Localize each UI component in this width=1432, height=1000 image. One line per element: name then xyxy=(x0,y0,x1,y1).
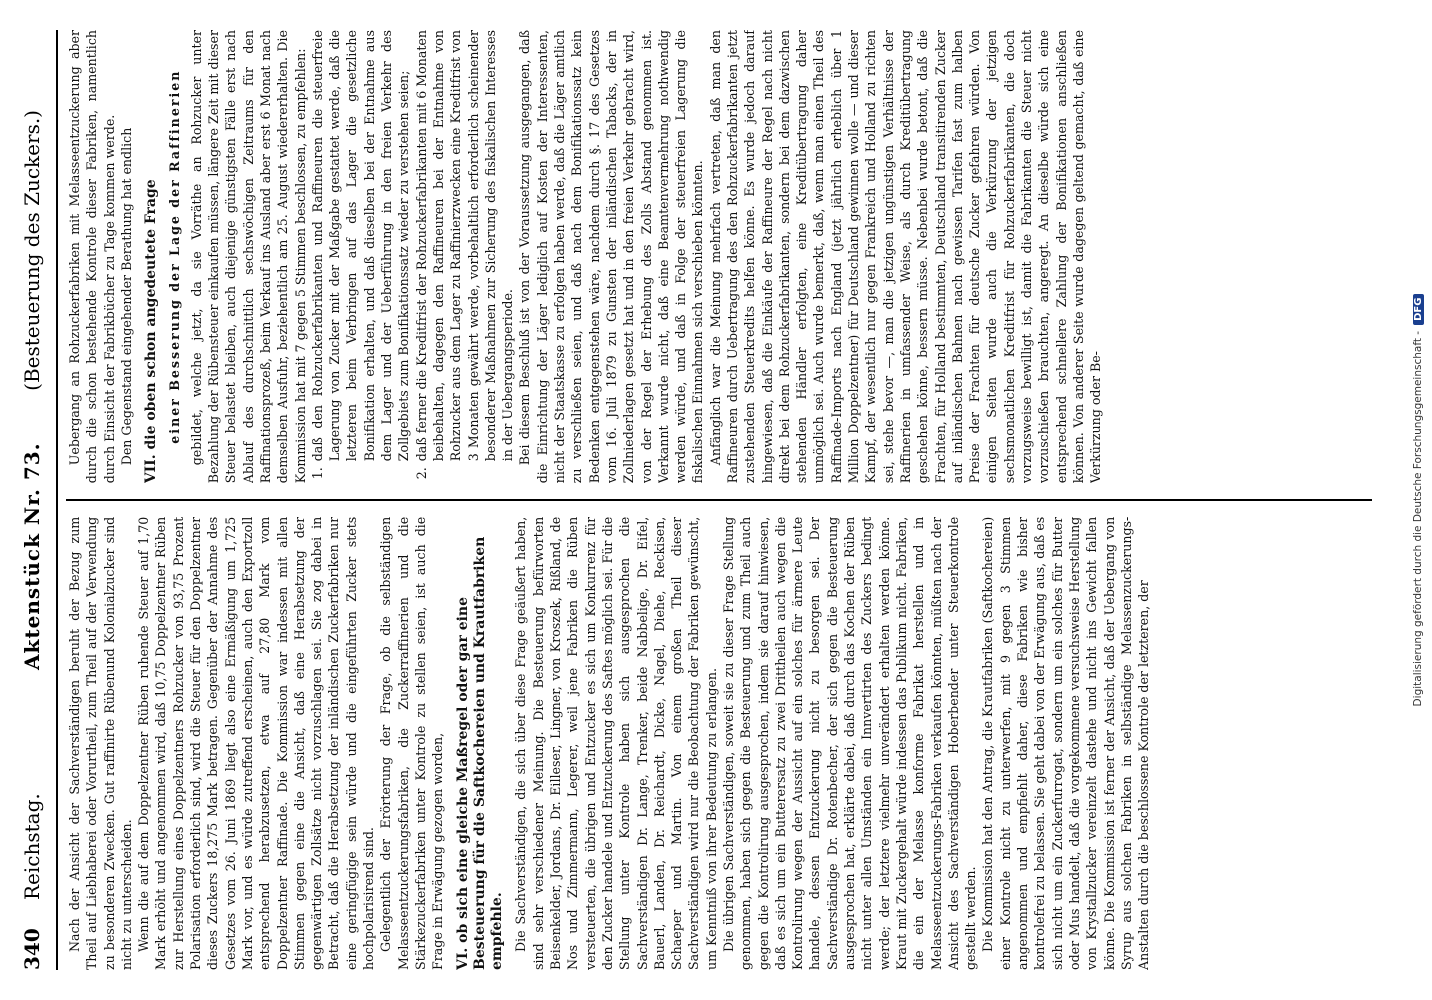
page-header xyxy=(20,30,52,970)
item-text: daß den Rohzuckerfabrikanten und Raffineuren die steuerfreie Lagerung von Zucker mit der Maßgabe gestattet werde, daß die letzteren beim Verbringen auf das Lager die gesetzliche Bonifikation erhalten, und daß dieselben bei der Entnahme aus dem Lager und der Ueberführung in den freien Verkehr des Zollgebiets zum Bonifikationssatz wieder zu verstehen seien; xyxy=(309,30,412,462)
section-heading: VII. die oben schon angedeutete Frage xyxy=(143,179,160,484)
paragraph: Uebergang an Rohzuckerfabriken mit Melasseentzuckerung aber durch die schon bestehende Kontrole dieser Fabriken, namentlich durch Einsicht der Fabrikbücher zu Tage kommen werde. xyxy=(67,30,117,484)
section-subheading: einer Besserung der Lage der Raffinerien xyxy=(167,69,183,444)
dfg-logo: DFG xyxy=(1413,294,1424,325)
numbered-item xyxy=(413,30,517,483)
header-subject: (Besteuerung des Zuckers.) xyxy=(20,110,44,391)
header-left-title: Reichstag. xyxy=(20,793,44,900)
item-text: daß ferner die Kreditfrist der Rohzuckerfabrikanten mit 6 Monaten beibehalten, dagegen den Raffineuren bei der Entnahme von Rohzucker aus dem Lager zu Raffinierzwecken eine Kreditfrist von 3 Monaten gewährt werde, vorbehaltlich erforderlich scheinender besonderer Maßnahmen zur Sicherung des fiskalischen Interesses in der Uebergangsperiode. xyxy=(413,30,516,462)
header-document-number: Aktenstück Nr. 73. xyxy=(20,442,44,670)
item-number: 2. xyxy=(413,467,429,480)
right-column xyxy=(66,30,1372,483)
paragraph: Die Sachverständigen, die sich über diese Frage geäußert haben, sind sehr verschiedener Meinung. Die Besteuerung befürworten Beisenkelder, Jordans, Dr. Eilleser, Lingner, von Kroszek, Rißland, de Nos und Zimmermann, Legerer, weil jene Fabriken die Rüben versteuerten, die übrigen und Entzucker es sich um Konkurrenz für den Zucker handele und Entzuckerung des Saftes möglich sei. Für die Stellung unter Kontrole haben sich ausgesprochen die Sachverständigen Dr. Lange, Trenker, beide Nabbelige, Dr. Eifel, Bauerl, Landen, Dr. Reichardt, Dicke, Nagel, Diehe, Reckisen, Schaeper und Martin. Von einem großen Theil dieser Sachverständigen wird nur die Beobachtung der Fabriken gewünscht, um Kenntniß von ihrer Bedeutung zu erlangen. xyxy=(513,516,719,970)
paragraph: Gelegentlich der Erörterung der Frage, ob die selbständigen Melasseentzuckerungsfabriken, die Zuckerraffinerien und die Stärkezuckerfabriken unter Kontrole zu stellen seien, ist auch die Frage in Erwägung gezogen worden, xyxy=(378,516,446,970)
left-column xyxy=(66,517,1372,970)
paragraph: gebildet, welche jetzt, da sie Vorräthe an Rohzucker unter Bezahlung der Rübensteuer einkaufen müssen, längere Zeit mit dieser Steuer belastet bleiben, auch diejenige günstigsten Fälle erst nach Ablauf des durchschnittlich sechswöchigen Zeitraums für den Raffinationsprozeß, beim Verkauf ins Ausland aber erst 6 Monat nach demselben Ausfuhr, beziehentlich am 25. August wiedererhalten. Die Kommission hat mit 7 gegen 5 Stimmen beschlossen, zu empfehlen: xyxy=(188,30,308,484)
text-columns xyxy=(66,30,1372,970)
header-rule xyxy=(56,30,58,970)
paragraph: Die übrigen Sachverständigen, soweit sie zu dieser Frage Stellung genommen, haben sich gegen die Besteuerung und zum Theil auch gegen die Kontrolirung ausgesprochen, indem sie darauf hinwiesen, daß es sich um ein Butterersatz zu zwei Drittheilen auch wegen die Kontrolirung wegen der Aussicht auf ein solches für ärmere Leute handele, dessen Entzuckerung nicht zu besorgen sei. Der Sachverständige Dr. Rotenbecher, der sich gegen die Besteuerung ausgesprochen hat, erklärte dabei, daß durch das Kochen der Rüben nicht unter allen Umständen ein Innvertirten des Zuckers bedingt werde; der letztere vielmehr unverändert erhalten werden könne. Kraut mit Zuckergehalt würde indessen das Publikum nicht. Fabriken, die ein der Melasse konforme Fabrikat herstellen und in Melasseentzuckerungs-Fabriken verkaufen könnten, müßten nach der Ansicht des Sachverständigen Hoberbender unter Steuerkontrole gestellt werden. xyxy=(720,516,979,970)
section-heading: VI. ob sich eine gleiche Maßregel oder gar eine Besteuerung für die Saftkochereien und Krautfabriken empfehle. xyxy=(454,536,506,970)
paragraph: Wenn die auf dem Doppelzentner Rüben ruhende Steuer auf 1,70 Mark erhöht und angenommen wird, daß 10,75 Doppelzentner Rüben zur Herstellung eines Doppelzentners Rohzucker von 93,75 Prozent Polarisation erforderlich sind, wird die Steuer für den Doppelzentner dieses Zuckers 18,275 Mark betragen. Gegenüber der Annahme des Gesetzes vom 26. Juni 1869 liegt also eine Ermäßigung um 1,725 Mark vor, und es würde zutreffend erscheinen, auch den Exportzoll entsprechend herabzusetzen, etwa auf 27,80 Mark vom Doppelzentner Raffinade. Die Kommission war indessen mit allen Stimmen gegen eine die Ansicht, daß eine Herabsetzung der gegenwärtigen Zollsätze nicht vorzuschlagen sei. Sie zog dabei in Betracht, daß die Herabsetzung der inländischen Zuckerfabriken nur eine geringfügige sein würde und die eingeführten Zucker stets hochpolarisirend sind. xyxy=(136,516,377,970)
paragraph: Nach der Ansicht der Sachverständigen beruht der Bezug zum Theil auf Liebhaberei oder Vorurtheil, zum Theil auf der Verwendung zu besonderen Zwecken. Gut raffinirte Rübenund Kolonialzucker sind nicht zu unterscheiden. xyxy=(67,516,134,970)
page-number: 340 xyxy=(20,928,44,970)
numbered-item xyxy=(309,30,413,483)
paragraph: Bei diesem Beschluß ist von der Voraussetzung ausgegangen, daß die Einrichtung der Läger lediglich auf Kosten der Interessenten, nicht der Staatskasse zu erfolgen haben werde, daß die Läger amtlich zu verschließen seien, und daß nach dem Bonifikationssatz kein Bedenken entgegenstehen wäre, nachdem durch §. 17 des Gesetzes vom 16. Juli 1879 zu Gunsten der inländischen Tabacks, der in Zollniederlagen gesetzt hat und in den freien Verkehr gebracht wird, von der Regel der Erhebung des Zolls Abstand genommen ist. Verkannt wurde nicht, daß eine Beamtenvermehrung nothwendig werden würde, und daß in Folge der steuerfreien Lagerung die fiskalischen Einnahmen sich verschieben könnten. xyxy=(517,30,706,484)
item-number: 1. xyxy=(309,467,325,480)
digitization-credit xyxy=(1412,0,1424,1000)
column-divider xyxy=(66,499,1372,501)
credit-text: Digitalisierung gefördert durch die Deutsche Forschungsgemeinschaft - xyxy=(1412,330,1424,707)
paragraph: Anfänglich war die Meinung mehrfach vertreten, daß man den Raffineuren durch Uebertragung des den Rohzuckerfabrikanten jetzt zustehenden Steuerkredits helfen könne. Es wurde jedoch darauf hingewiesen, daß die Einkäufe der Raffineure der Regel nach nicht direkt bei dem Rohzuckerfabrikanten, sondern bei dem dazwischen stehenden Händler erfolgten, eine Kreditübertragung daher unmöglich sei. Auch wurde bemerkt, daß, wenn man einen Theil des Raffinade-Imports nach England (jetzt jährlich erheblich über 1 Million Doppelzentner) für Deutschland gewinnen wolle — und dieser Kampf, der wesentlich nur gegen Frankreich und Holland zu richten sei, stehe bevor —, man die jetzigen ungünstigen Verhältnisse der Raffinerien in umfassender Weise, als durch Kreditübertragung geschehen könne, bessern müsse. Nebenbei wurde betont, daß die Frachten, für Holland bestimmten, Deutschland transitirenden Zucker auf inländischen Bahnen nach gewissen Tarifen fast zum halben Preise der Frachten für deutsche Zucker gefahren würden. Von einigen Seiten wurde auch die Verkürzung der jetzigen sechsmonatlichen Kreditfrist für Rohzuckerfabrikanten, die doch vorzugsweise bewilligt ist, damit die Fabrikanten die Steuer nicht vorzuschießen brauchten, angeregt. An dieselbe würde sich eine entsprechend schnellere Zahlung der Bonifikationen anschließen können. Von anderer Seite wurde dagegen geltend gemacht, daß eine Verkürzung oder Be- xyxy=(707,30,1104,484)
paragraph: Den Gegenstand eingehender Berathung hat endlich xyxy=(118,127,134,466)
paragraph: Die Kommission hat den Antrag, die Krautfabriken (Saftkochereien) einer Kontrole nicht zu unterwerfen, mit 9 gegen 3 Stimmen angenommen und empfiehlt daher, diese Fabriken wie bisher kontrolefrei zu belassen. Sie geht dabei von der Erwägung aus, daß es sich nicht um ein Zuckerfurrogat, sondern um ein solches für Butter oder Mus handelt, daß die vorgekommene versuchsweise Herstellung von Krystallzucker vereinzelt dastehe und nicht ins Gewicht fallen könne. Die Kommission ist ferner der Ansicht, daß der Uebergang von Syrup aus solchen Fabriken in selbständige Melassenzuckerungs-Anstalten durch die beschlossene Kontrole der letzteren, der xyxy=(980,516,1152,970)
